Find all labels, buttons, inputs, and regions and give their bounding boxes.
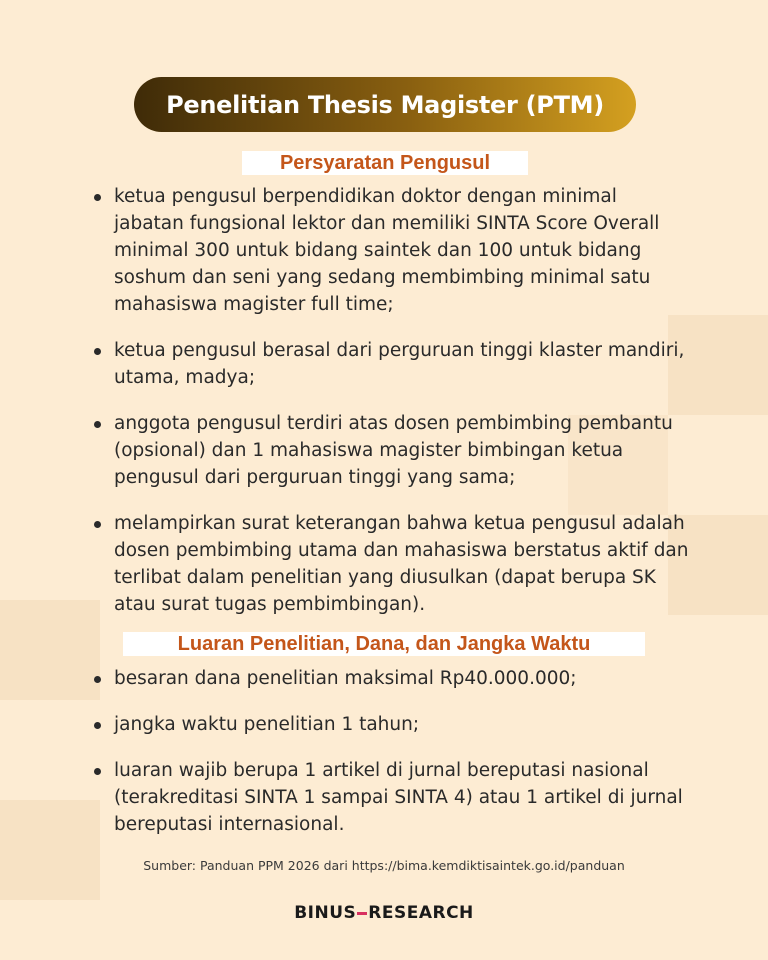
- list-item: ketua pengusul berpendidikan doktor dengan minimal jabatan fungsional lektor dan memiliki SINTA Score Overall minimal 300 untuk bidang saintek dan 100 untuk bidang soshum dan seni yang sedang membimbing minimal satu mahasiswa magister full time;: [92, 183, 692, 318]
- list-item: luaran wajib berupa 1 artikel di jurnal bereputasi nasional (terakreditasi SINTA 1 sampai SINTA 4) atau 1 artikel di jurnal bereputasi internasional.: [92, 757, 692, 838]
- page-title: Penelitian Thesis Magister (PTM): [134, 77, 636, 132]
- list-item: jangka waktu penelitian 1 tahun;: [92, 711, 692, 738]
- section-heading-outputs: Luaran Penelitian, Dana, dan Jangka Waktu: [123, 632, 645, 656]
- list-item: melampirkan surat keterangan bahwa ketua pengusul adalah dosen pembimbing utama dan mahasiswa berstatus aktif dan terlibat dalam penelitian yang diusulkan (dapat berupa SK atau surat tugas pembimbingan).: [92, 510, 692, 618]
- decor-square: [0, 600, 100, 700]
- logo-text-research: RESEARCH: [368, 903, 474, 923]
- list-item: anggota pengusul terdiri atas dosen pembimbing pembantu (opsional) dan 1 mahasiswa magister bimbingan ketua pengusul dari perguruan tinggi yang sama;: [92, 410, 692, 491]
- decor-square: [0, 800, 100, 900]
- logo-dash: [357, 912, 367, 915]
- outputs-list: [92, 665, 692, 857]
- list-item: ketua pengusul berasal dari perguruan tinggi klaster mandiri, utama, madya;: [92, 337, 692, 391]
- section-heading-requirements: Persyaratan Pengusul: [242, 151, 528, 175]
- logo-text-binus: BINUS: [294, 903, 357, 923]
- list-item: besaran dana penelitian maksimal Rp40.000.000;: [92, 665, 692, 692]
- source-note: Sumber: Panduan PPM 2026 dari https://bima.kemdiktisaintek.go.id/panduan: [143, 858, 625, 873]
- binus-research-logo: [0, 903, 768, 923]
- requirements-list: [92, 183, 692, 637]
